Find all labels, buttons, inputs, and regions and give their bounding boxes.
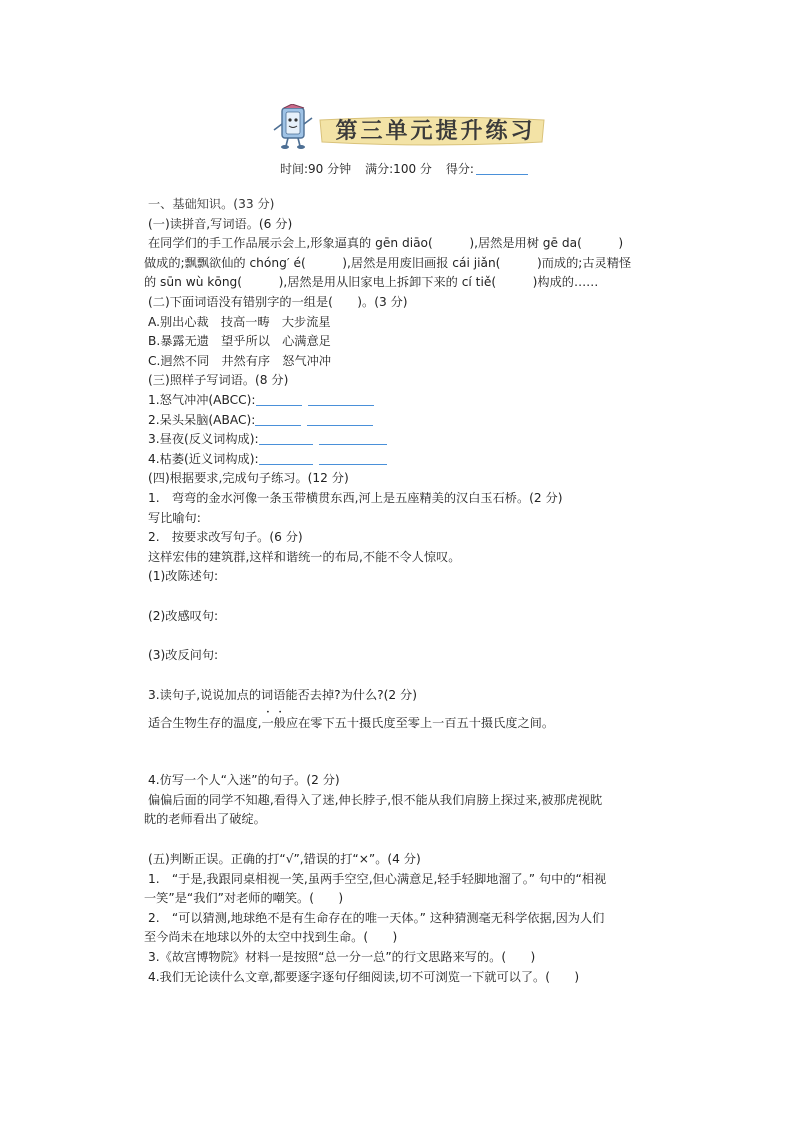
answer-blank[interactable]: [259, 451, 313, 465]
question-2: 2. 按要求改写句子。(6 分): [148, 530, 303, 545]
answer-space[interactable]: [148, 733, 672, 771]
question-2a: (1)改陈述句:: [148, 569, 219, 584]
word-item: 3.昼夜(反义词构成):: [148, 430, 672, 450]
judgement-line: 一笑”是“我们”对老师的嘲笑。( ): [144, 891, 344, 906]
question-2-sentence: 这样宏伟的建筑群,这样和谐统一的布局,不能不令人惊叹。: [148, 549, 461, 564]
answer-blank[interactable]: [259, 431, 313, 445]
part1-line: 在同学们的手工作品展示会上,形象逼真的 gēn diāo( ),居然是用树 gē da( ): [148, 236, 624, 251]
part5-title: (五)判断正误。正确的打“√”,错误的打“×”。(4 分): [148, 852, 421, 867]
question-4-example: 偏偏后面的同学不知趣,看得入了迷,伸长脖子,恨不能从我们肩膀上探过来,被那虎视眈: [148, 792, 603, 807]
page-title: 第三单元提升练习: [335, 118, 536, 144]
worksheet-header: [270, 104, 560, 150]
question-2b: (2)改感叹句:: [148, 608, 219, 623]
exam-meta: [280, 160, 542, 178]
question-4-example: 眈的老师看出了破绽。: [144, 812, 266, 827]
answer-blank[interactable]: [256, 392, 302, 406]
part2-title: (二)下面词语没有错别字的一组是( )。(3 分): [148, 294, 408, 309]
question-1: 1. 弯弯的金水河像一条玉带横贯东西,河上是五座精美的汉白玉石桥。(2 分): [148, 490, 563, 505]
option-c: C.迥然不同 井然有序 怒气冲冲: [148, 353, 332, 368]
judgement-line: 2. “可以猜测,地球绝不是有生命存在的唯一天体。” 这种猜测毫无科学依据,因为人们: [148, 910, 605, 925]
answer-blank[interactable]: [308, 392, 374, 406]
word-item: 2.呆头呆脑(ABAC):: [148, 411, 672, 431]
word-item: 1.怒气冲冲(ABCC):: [148, 391, 672, 411]
dotted-words: 一般: [261, 715, 286, 730]
time-limit: 时间:90 分钟: [280, 162, 352, 176]
answer-space[interactable]: [148, 666, 672, 686]
answer-space[interactable]: [148, 626, 672, 646]
answer-blank[interactable]: [307, 412, 373, 426]
worksheet-content: [144, 195, 672, 987]
judgement-line: 至今尚未在地球以外的太空中找到生命。( ): [144, 930, 398, 945]
part1-line: 做成的;飘飘欲仙的 chóng′ é( ),居然是用废旧画报 cái jiǎn( )而成的;古灵精怪: [144, 255, 632, 270]
judgement-line: 1. “于是,我跟同桌相视一笑,虽两手空空,但心满意足,轻手轻脚地溜了。” 句中的“相视: [148, 871, 607, 886]
answer-blank[interactable]: [255, 412, 301, 426]
question-2c: (3)改反问句:: [148, 648, 219, 663]
full-score: 满分:100 分: [365, 162, 432, 176]
score-label: 得分:: [445, 162, 474, 176]
answer-space[interactable]: [148, 587, 672, 607]
question-3: 3.读句子,说说加点的词语能否去掉?为什么?(2 分): [148, 688, 417, 703]
section-heading: 一、基础知识。(33 分): [148, 197, 275, 211]
question-4: 4.仿写一个人“入迷”的句子。(2 分): [148, 773, 340, 788]
question-1-prompt: 写比喻句:: [148, 510, 201, 525]
answer-space[interactable]: [148, 830, 672, 850]
book-mascot-icon: [270, 104, 320, 150]
option-b: B.暴露无遗 望乎所以 心满意足: [148, 334, 331, 349]
answer-blank[interactable]: [319, 451, 387, 465]
judgement-line: 3.《故宫博物院》材料一是按照“总一分一总”的行文思路来写的。( ): [148, 950, 536, 964]
part3-title: (三)照样子写词语。(8 分): [148, 373, 289, 388]
option-a: A.别出心裁 技高一畴 大步流星: [148, 314, 331, 329]
part1-title: (一)读拼音,写词语。(6 分): [148, 216, 293, 231]
judgement-line: 4.我们无论读什么文章,都要逐字逐句仔细阅读,切不可浏览一下就可以了。( ): [148, 969, 580, 984]
answer-blank[interactable]: [319, 431, 387, 445]
score-field[interactable]: [476, 161, 528, 175]
word-item: 4.枯萎(近义词构成):: [148, 450, 672, 470]
part1-line: 的 sūn wù kōng( ),居然是用从旧家电上拆卸下来的 cí tiě( )构成的……: [144, 275, 599, 290]
question-3-sentence: 适合生物生存的温度,一般应在零下五十摄氏度至零上一百五十摄氏度之间。: [148, 715, 555, 730]
part4-title: (四)根据要求,完成句子练习。(12 分): [148, 471, 349, 486]
